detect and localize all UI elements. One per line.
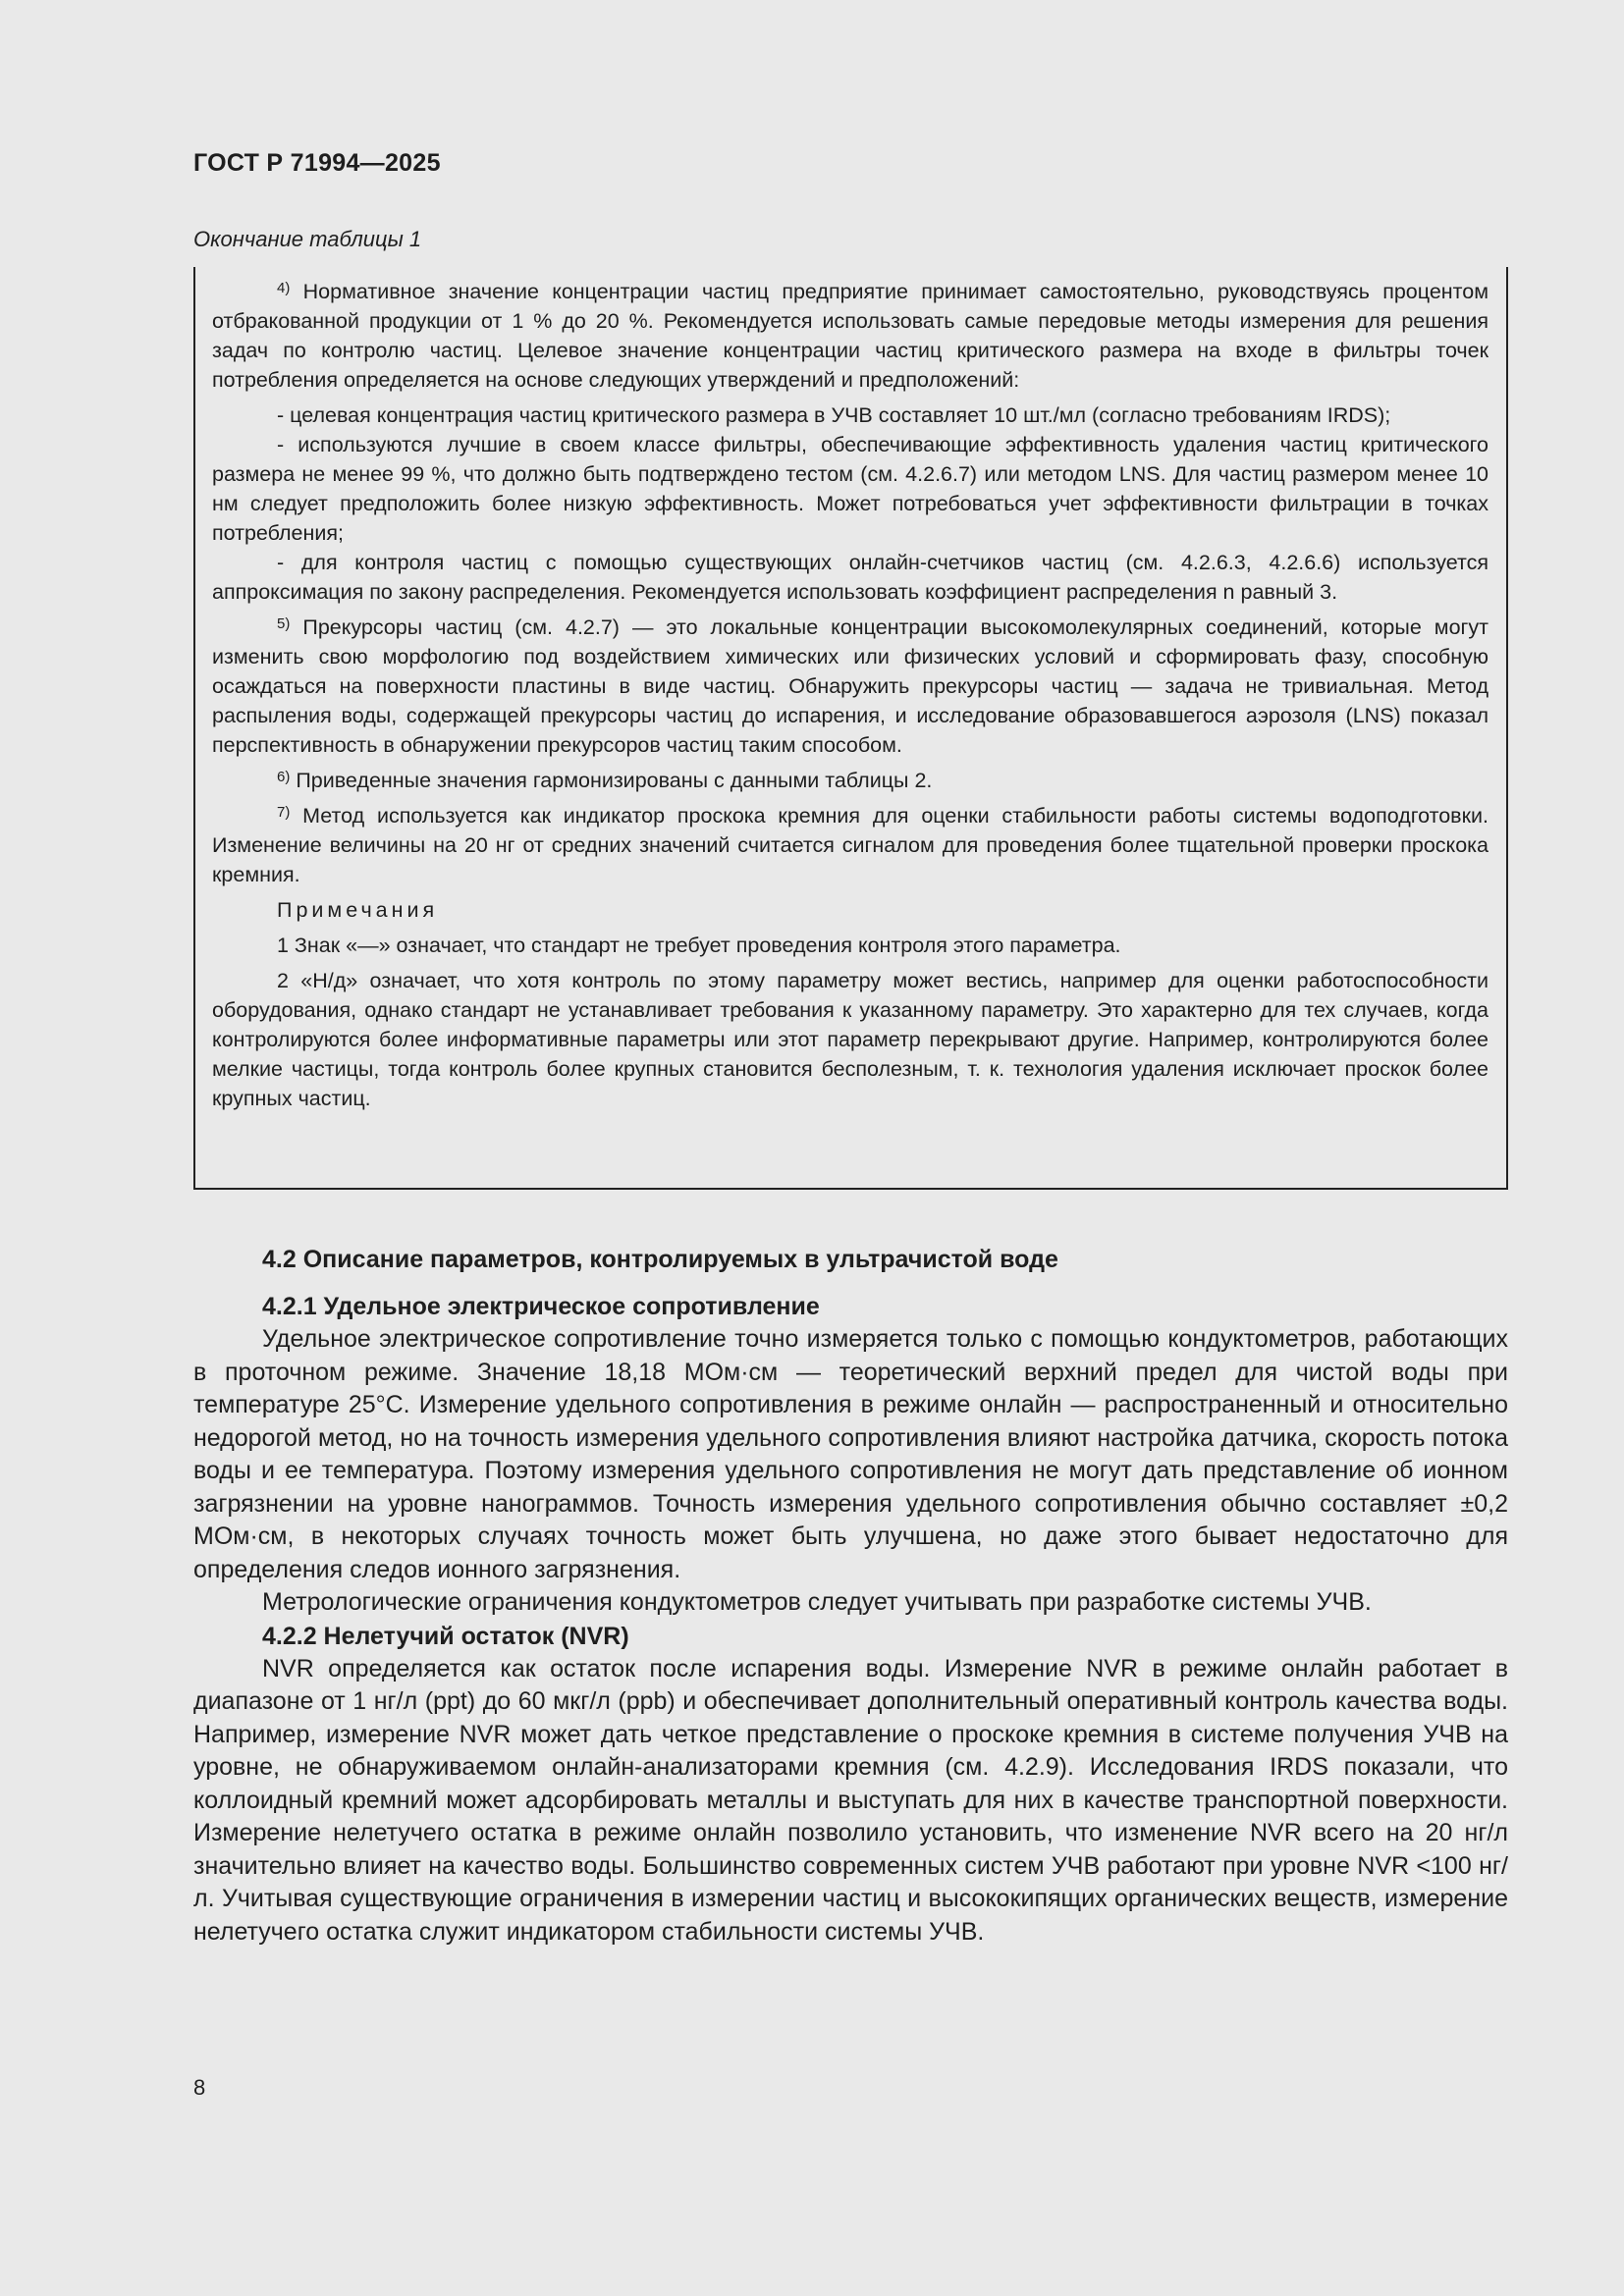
footnote-bullet: - для контроля частиц с помощью существующих онлайн-счетчиков частиц (см. 4.2.6.3, 4.2.6.6) используется аппроксимация по закону распределения. Рекомендуется использовать коэффициент распределения n равный 3. (212, 551, 1489, 604)
footnote-bullet: - целевая концентрация частиц критического размера в УЧВ составляет 10 шт./мл (согласно требованиям IRDS); (277, 403, 1391, 427)
footnote-6 (212, 766, 1489, 795)
subsection-title: 4.2.2 Нелетучий остаток (NVR) (262, 1622, 629, 1650)
subsection-4-2-1 (193, 1290, 1508, 1949)
subsection-title: 4.2.1 Удельное электрическое сопротивление (262, 1293, 820, 1320)
body-paragraph: NVR определяется как остаток после испарения воды. Измерение NVR в режиме онлайн работает в диапазоне от 1 нг/л (ppt) до 60 мкг/л (ppb) и обеспечивает дополнительный оперативный контроль качества воды. Например, измерение NVR может дать четкое представление о проскоке кремния в системе получения УЧВ на уровне, не обнаруживаемом онлайн-анализаторами кремния (см. 4.2.9). Исследования IRDS показали, что коллоидный кремний может адсорбировать металлы и выступать для них в качестве транспортной поверхности. Измерение нелетучего остатка в режиме онлайн позволило установить, что изменение NVR всего на 20 нг/л значительно влияет на качество воды. Большинство современных систем УЧВ работают при уровне NVR <100 нг/л. Учитывая существующие ограничения в измерении частиц и высококипящих органических веществ, измерение нелетучего остатка служит индикатором стабильности системы УЧВ. (193, 1654, 1508, 1946)
section-heading-block (193, 1243, 1508, 1276)
footnote-mark: 4) (277, 280, 291, 296)
note-item: 2 «Н/д» означает, что хотя контроль по этому параметру может вестись, например для оценки работоспособности оборудования, однако стандарт не устанавливает требования к указанному параметру. Это характерно для тех случаев, когда контролируются более информативные параметры или этот параметр перекрывают другие. Например, контролируются более мелкие частицы, тогда контроль более крупных становится бесполезным, т. к. технология удаления исключает проскок более крупных частиц. (212, 969, 1489, 1110)
section-title: 4.2 Описание параметров, контролируемых в ультрачистой воде (262, 1246, 1058, 1273)
footnote-text: Нормативное значение концентрации частиц предприятие принимает самостоятельно, руководствуясь процентом отбракованной продукции от 1 % до 20 %. Рекомендуется использовать самые передовые методы измерения для решения задач по контролю частиц. Целевое значение концентрации частиц критического размера на входе в фильтры точек потребления определяется на основе следующих утверждений и предположений: (212, 280, 1489, 392)
footnote-mark: 5) (277, 615, 291, 632)
note-item: 1 Знак «—» означает, что стандарт не требует проведения контроля этого параметра. (277, 934, 1121, 957)
body-paragraph: Удельное электрическое сопротивление точно измеряется только с помощью кондуктометров, работающих в проточном режиме. Значение 18,18 МОм·см — теоретический верхний предел для чистой воды при температуре 25°С. Измерение удельного сопротивления в режиме онлайн — распространенный и относительно недорогой метод, но на точность измерения удельного сопротивления влияют настройка датчика, скорость потока воды и ее температура. Поэтому измерения удельного сопротивления не могут дать представление об ионном загрязнении на уровне нанограммов. Точность измерения удельного сопротивления обычно составляет ±0,2 МОм·см, в некоторых случаях точность может быть улучшена, но даже этого бывает недостаточно для определения следов ионного загрязнения. (193, 1325, 1508, 1583)
footnote-text: Прекурсоры частиц (см. 4.2.7) — это локальные концентрации высокомолекулярных соединений, которые могут изменить свою морфологию под воздействием химических или физических условий и сформировать фазу, способную осаждаться на поверхности пластины в виде частиц. Обнаружить прекурсоры частиц — задача не тривиальная. Метод распыления воды, содержащей прекурсоры частиц до испарения, и исследование образовавшегося аэрозоля (LNS) показал перспективность в обнаружении прекурсоров частиц таким способом. (212, 615, 1489, 757)
document-code: ГОСТ Р 71994—2025 (193, 149, 441, 177)
footnote-mark: 6) (277, 769, 291, 785)
body-paragraph: Метрологические ограничения кондуктометров следует учитывать при разработке системы УЧВ. (262, 1588, 1372, 1616)
footnote-mark: 7) (277, 804, 291, 821)
footnote-5 (212, 613, 1489, 760)
table-continuation-caption: Окончание таблицы 1 (193, 227, 422, 251)
footnote-7 (212, 801, 1489, 889)
table-footnotes-box (193, 267, 1508, 1190)
notes-heading: Примечания (277, 898, 439, 922)
footnote-text: Метод используется как индикатор проскока кремния для оценки стабильности работы системы водоподготовки. Изменение величины на 20 нг от средних значений считается сигналом для проведения более тщательной проверки проскока кремния. (212, 804, 1489, 886)
page-number: 8 (193, 2075, 206, 2100)
footnote-4 (212, 277, 1489, 395)
footnote-bullet: - используются лучшие в своем классе фильтры, обеспечивающие эффективность удаления частиц критического размера не менее 99 %, что должно быть подтверждено тестом (см. 4.2.6.7) или методом LNS. Для частиц размером менее 10 нм следует предположить более низкую эффективность. Может потребоваться учет эффективности фильтрации в точках потребления; (212, 433, 1489, 545)
footnote-text: Приведенные значения гармонизированы с данными таблицы 2. (296, 769, 933, 792)
